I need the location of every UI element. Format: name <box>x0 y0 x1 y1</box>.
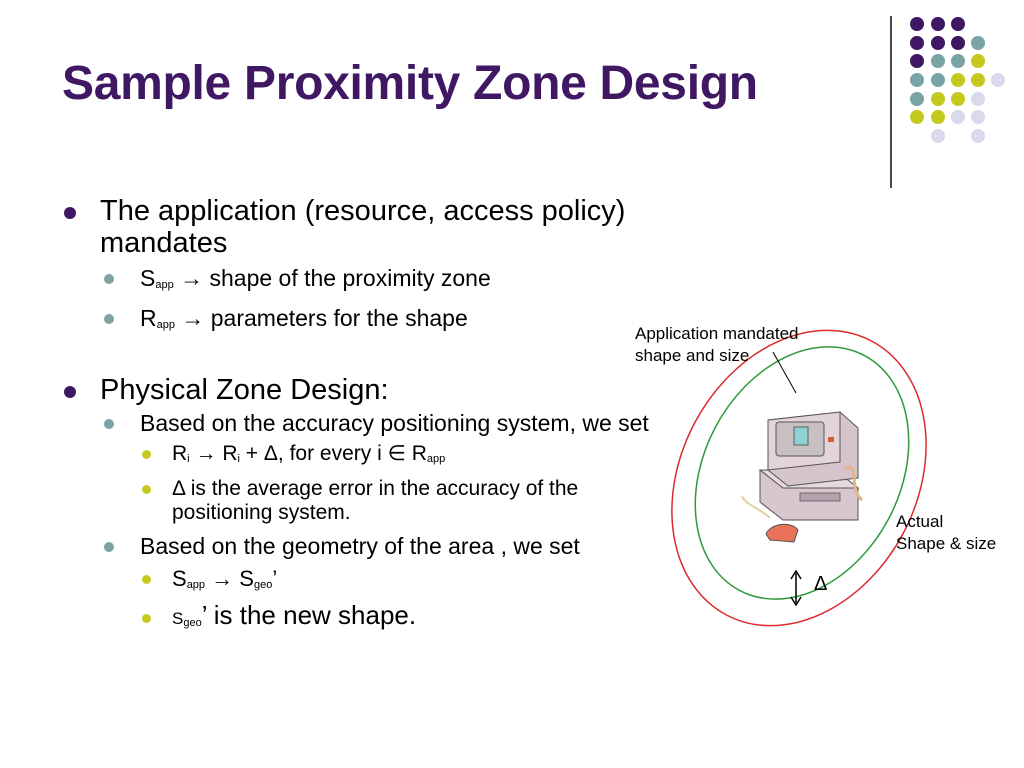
bullet-physical-zone-design: Physical Zone Design: <box>62 374 652 406</box>
arrow-right-icon: → <box>180 265 204 291</box>
bullet-delta-definition: Δ is the average error in the accuracy of the positioning system. <box>62 477 652 525</box>
delta-label: Δ <box>814 573 828 595</box>
bullet-s-geo-new-shape: $S_{geo}$’ is the new shape. <box>62 603 652 635</box>
arrow-right-icon: → <box>195 442 217 465</box>
bullet-s-app-to-s-geo: $S_{app} \to S_{geo}$’ <box>62 567 652 597</box>
bullet-geometry: Based on the geometry of the area , we set <box>62 533 652 559</box>
label-application-mandated: Application mandated shape and size <box>635 324 799 365</box>
bullet-accuracy-positioning: Based on the accuracy positioning system, we set <box>62 410 652 436</box>
bullet-s-app: $S_{app}$ → shape of the proximity zone <box>62 265 652 298</box>
delta-double-arrow <box>791 571 801 605</box>
bullet-r-app: $R_{app}$ → parameters for the shape <box>62 305 652 338</box>
label-actual-shape: Actual Shape & size <box>896 512 997 553</box>
bullet-ri-formula: $R_i \to R_i + \Delta$, for every i ∈ $R_{app}$ <box>62 442 652 471</box>
computer-icon <box>742 412 862 542</box>
arrow-right-icon: → <box>211 566 234 591</box>
arrow-right-icon: → <box>181 305 205 331</box>
bullet-application-mandates: The application (resource, access policy) mandates <box>62 195 652 259</box>
page-title: Sample Proximity Zone Design <box>62 57 758 110</box>
